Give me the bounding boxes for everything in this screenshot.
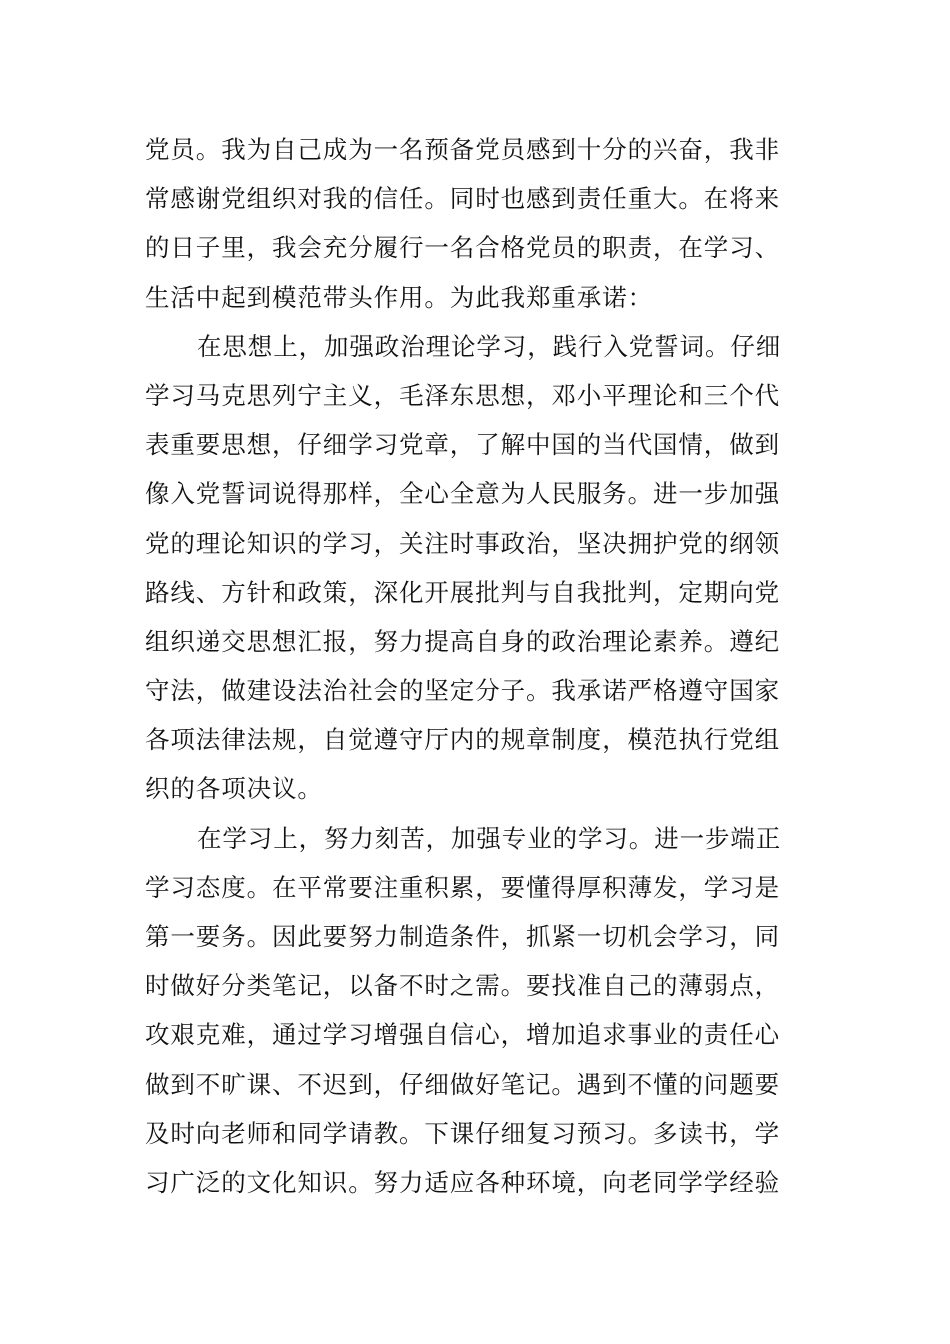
paragraph-1-line-4: 生活中起到模范带头作用。为此我郑重承诺： <box>145 282 653 312</box>
paragraph-2-line-7: 组织递交思想汇报，努力提高自身的政治理论素养。遵纪 <box>145 626 780 656</box>
paragraph-2-line-2: 学习马克思列宁主义，毛泽东思想，邓小平理论和三个代 <box>145 380 780 410</box>
paragraph-3-line-4: 时做好分类笔记，以备不时之需。要找准自己的薄弱点， <box>145 971 780 1001</box>
paragraph-2-line-10: 织的各项决议。 <box>145 774 323 804</box>
paragraph-3-line-6: 做到不旷课、不迟到，仔细做好笔记。遇到不懂的问题要 <box>145 1069 780 1099</box>
paragraph-2-line-6: 路线、方针和政策，深化开展批判与自我批判，定期向党 <box>145 577 780 607</box>
paragraph-3-line-8: 习广泛的文化知识。努力适应各种环境，向老同学学经验 <box>145 1167 780 1197</box>
paragraph-3-line-7: 及时向老师和同学请教。下课仔细复习预习。多读书，学 <box>145 1118 780 1148</box>
paragraph-2-line-1: 在思想上，加强政治理论学习，践行入党誓词。仔细 <box>197 331 782 361</box>
paragraph-1-line-1: 党员。我为自己成为一名预备党员感到十分的兴奋，我非 <box>145 135 780 164</box>
paragraph-3-line-5: 攻艰克难，通过学习增强自信心，增加追求事业的责任心 <box>145 1020 780 1050</box>
document-body <box>145 125 810 1207</box>
paragraph-2-line-3: 表重要思想，仔细学习党章，了解中国的当代国情，做到 <box>145 430 780 460</box>
paragraph-2-line-4: 像入党誓词说得那样，全心全意为人民服务。进一步加强 <box>145 479 780 509</box>
paragraph-2-line-9: 各项法律法规，自觉遵守厅内的规章制度，模范执行党组 <box>145 725 780 755</box>
paragraph-2-line-5: 党的理论知识的学习，关注时事政治，坚决拥护党的纲领 <box>145 528 780 558</box>
paragraph-1-line-3: 的日子里，我会充分履行一名合格党员的职责，在学习、 <box>145 233 780 263</box>
paragraph-3-line-2: 学习态度。在平常要注重积累，要懂得厚积薄发，学习是 <box>145 872 780 902</box>
paragraph-1-line-2: 常感谢党组织对我的信任。同时也感到责任重大。在将来 <box>145 184 780 214</box>
paragraph-3-line-1: 在学习上，努力刻苦，加强专业的学习。进一步端正 <box>197 823 782 853</box>
paragraph-3-line-3: 第一要务。因此要努力制造条件，抓紧一切机会学习，同 <box>145 922 780 951</box>
paragraph-2-line-8: 守法，做建设法治社会的坚定分子。我承诺严格遵守国家 <box>145 676 780 706</box>
